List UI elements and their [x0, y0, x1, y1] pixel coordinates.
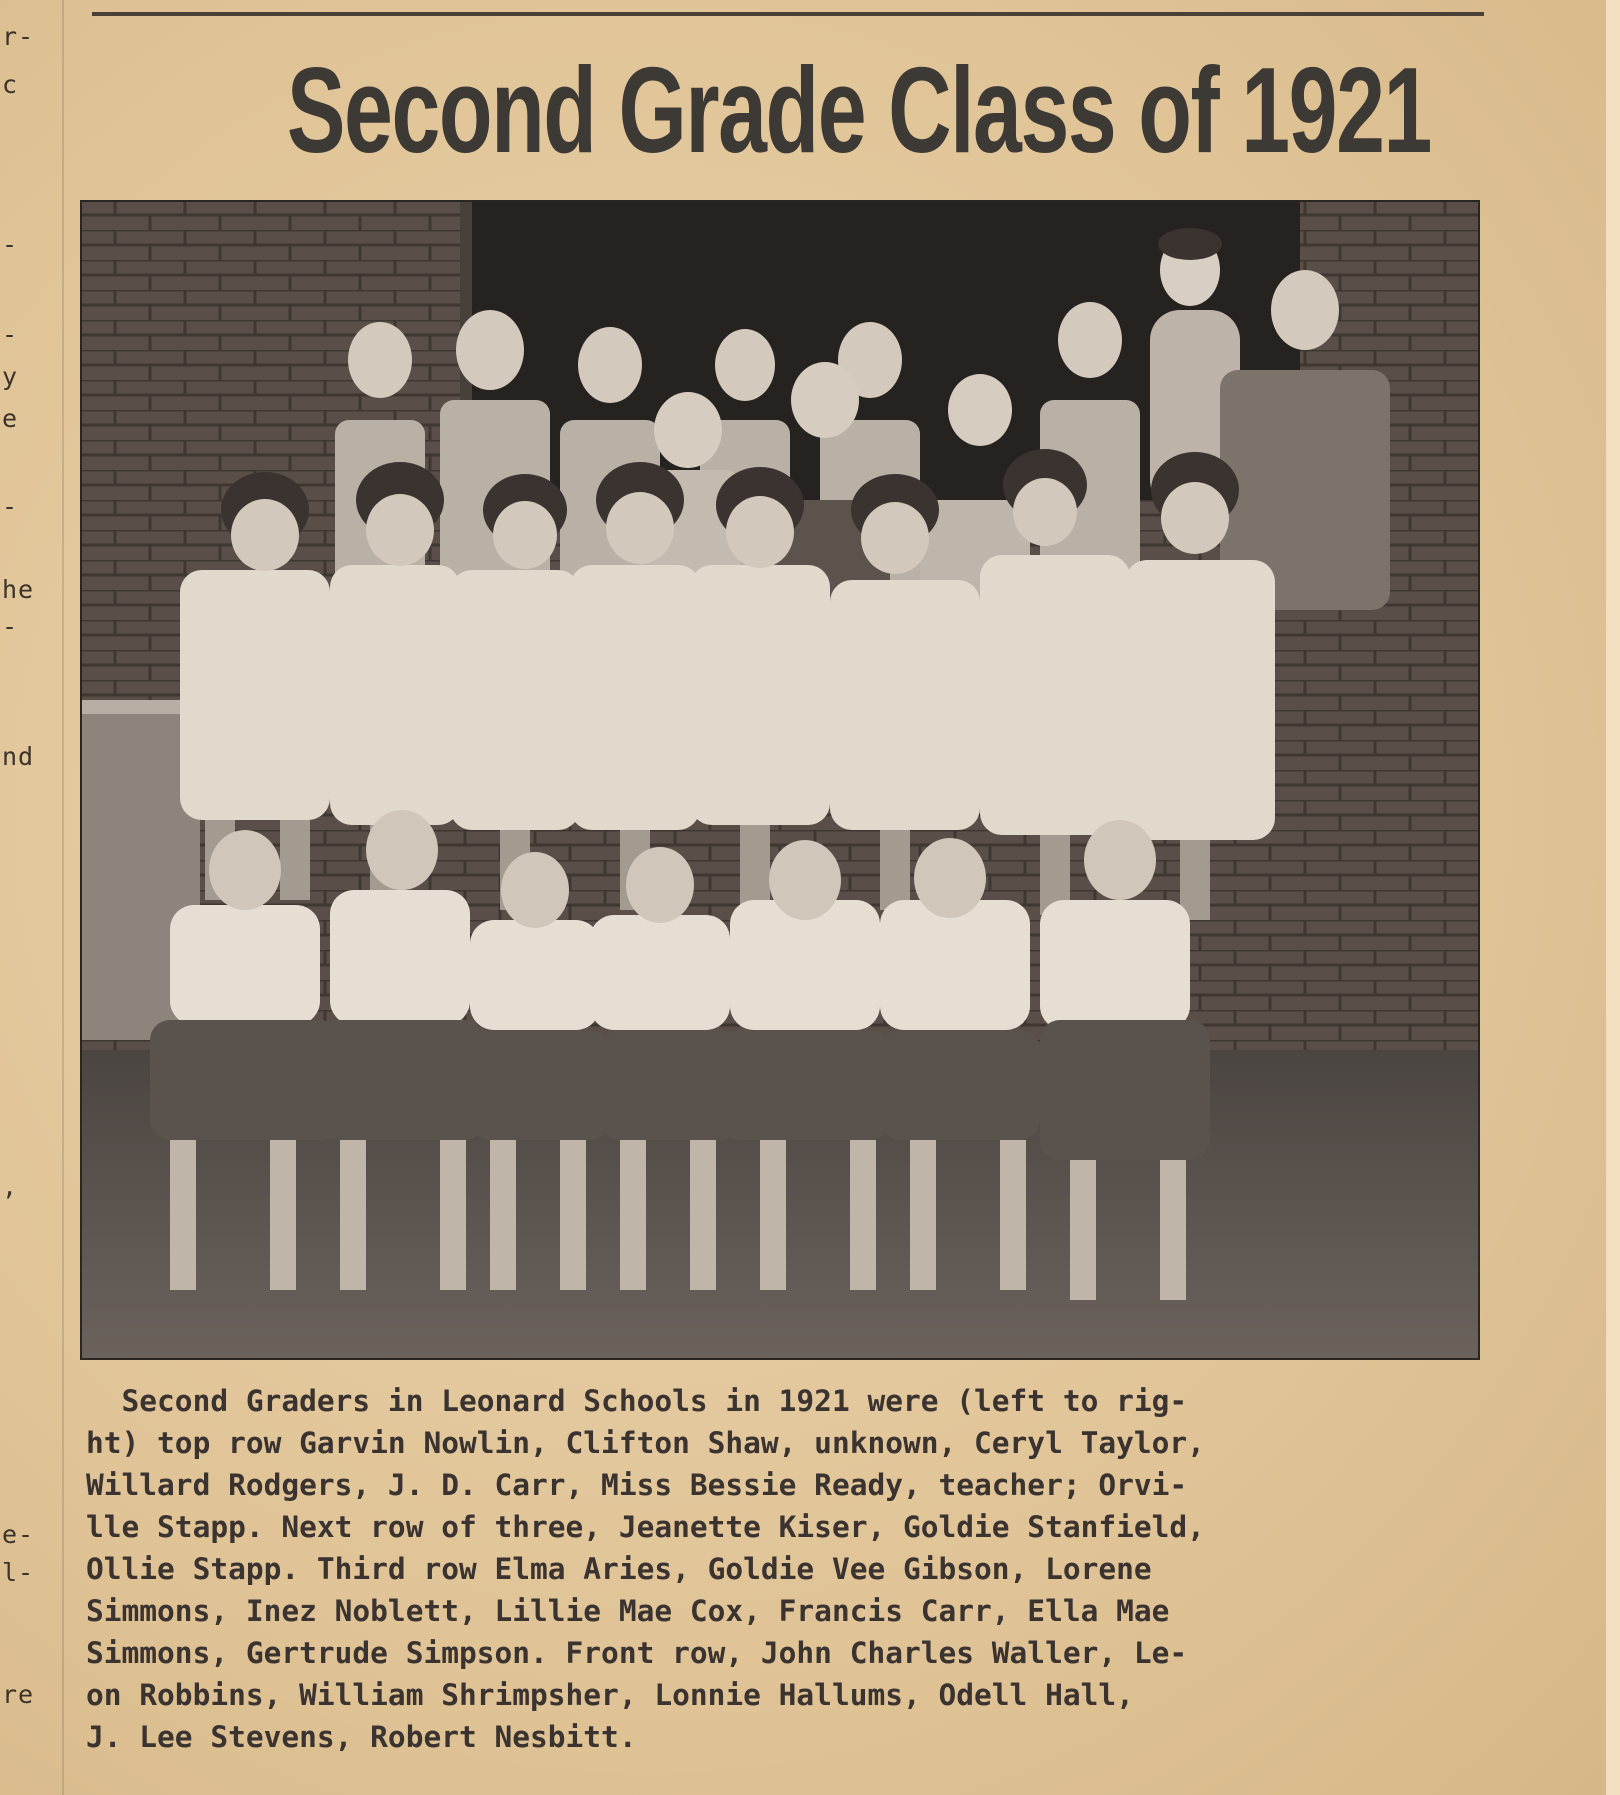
caption-line: Simmons, Gertrude Simpson. Front row, John Charles Waller, Le-	[86, 1636, 1188, 1670]
caption-line: Simmons, Inez Noblett, Lillie Mae Cox, Francis Carr, Ella Mae	[86, 1594, 1170, 1628]
fragment: -	[2, 230, 19, 259]
fragment: nd	[2, 742, 35, 771]
girls-row-figures	[180, 555, 1275, 840]
caption-line: lle Stapp. Next row of three, Jeanette Kiser, Goldie Stanfield,	[86, 1510, 1205, 1544]
fragment: ,	[2, 1172, 19, 1201]
top-rule	[92, 12, 1484, 16]
headline: Second Grade Class of 1921	[286, 42, 1431, 178]
fragment: l-	[2, 1558, 35, 1587]
fragment: -	[2, 320, 19, 349]
caption-line: ht) top row Garvin Nowlin, Clifton Shaw, unknown, Ceryl Taylor,	[86, 1426, 1205, 1460]
fragment: e	[2, 404, 19, 433]
fragment: r-	[2, 22, 35, 51]
fragment: -	[2, 612, 19, 641]
fragment: y	[2, 362, 19, 391]
fragment: he	[2, 575, 35, 604]
page-right-edge	[1606, 0, 1620, 1795]
fragment: -	[2, 492, 19, 521]
fragment: re	[2, 1680, 35, 1709]
caption-line: Second Graders in Leonard Schools in 1921 were (left to rig-	[86, 1384, 1188, 1418]
column-divider	[62, 0, 64, 1795]
fragment: c	[2, 70, 19, 99]
caption-line: Willard Rodgers, J. D. Carr, Miss Bessie Ready, teacher; Orvi-	[86, 1468, 1188, 1502]
caption-line: J. Lee Stevens, Robert Nesbitt.	[86, 1720, 637, 1754]
class-photo-drawing	[80, 200, 1480, 1360]
caption-line: on Robbins, William Shrimpsher, Lonnie Hallums, Odell Hall,	[86, 1678, 1134, 1712]
fragment: e-	[2, 1520, 35, 1549]
caption-line: Ollie Stapp. Third row Elma Aries, Goldie Vee Gibson, Lorene	[86, 1552, 1152, 1586]
class-photo	[80, 200, 1480, 1360]
photo-caption	[86, 1380, 1486, 1758]
